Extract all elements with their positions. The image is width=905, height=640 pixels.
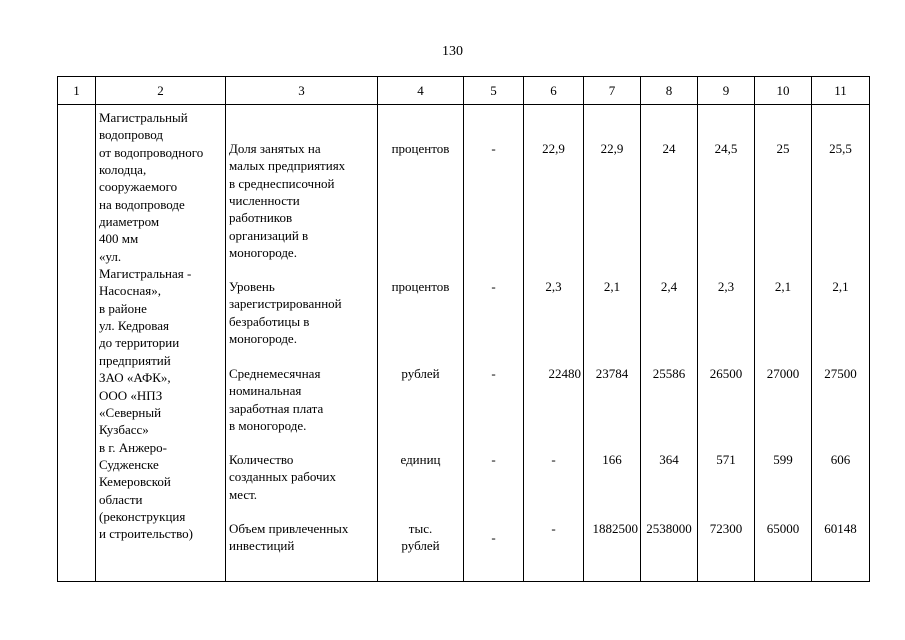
object-name-line: ул. Кедровая	[99, 318, 170, 334]
col5-cell	[464, 105, 524, 582]
indicator-name: Среднемесячная номинальная заработная плата в моногороде.	[229, 366, 324, 434]
value-cell: 364	[659, 452, 679, 467]
col5-value: -	[491, 141, 496, 156]
value-cell: 571	[716, 452, 736, 467]
value-cell: 65000	[766, 521, 800, 536]
column-header-4: 4	[378, 77, 464, 105]
object-name-line: Магистральная -	[99, 266, 192, 282]
value-cell: 2,4	[660, 279, 678, 294]
object-name-line: «Северный	[99, 404, 162, 420]
object-name-line: в районе	[99, 300, 147, 316]
object-name-line: ООО «НПЗ	[99, 387, 163, 403]
object-name-line: Насосная»,	[99, 283, 161, 299]
row-number-cell	[58, 105, 96, 582]
value-cell: 22,9	[542, 141, 565, 156]
col5-value: -	[491, 366, 496, 381]
value-cell: 72300	[709, 521, 743, 536]
object-name-line: в г. Анжеро-	[99, 439, 168, 455]
value-cell: 23784	[595, 366, 629, 381]
unit-label: единиц	[400, 452, 441, 467]
column-header-7: 7	[584, 77, 641, 105]
value-cell: 25,5	[829, 141, 852, 156]
column-header-1: 1	[58, 77, 96, 105]
value-cell: 1882500	[592, 521, 638, 536]
value-cell: 2,3	[545, 279, 562, 294]
object-name-line: области	[99, 491, 143, 507]
indicator-name: Уровень зарегистрированной безработицы в моногороде.	[229, 279, 342, 347]
column-header-2: 2	[96, 77, 226, 105]
value-cell: 606	[830, 452, 851, 467]
object-name-line: предприятий	[99, 352, 171, 368]
value-cell: 25	[776, 141, 790, 156]
value-cell: 24,5	[714, 141, 738, 156]
value-cell: 166	[602, 452, 622, 467]
unit-label: рублей	[401, 366, 440, 381]
column-header-6: 6	[524, 77, 584, 105]
object-name-line: колодца,	[99, 162, 147, 178]
unit-label: процентов	[391, 141, 450, 156]
column-header-10: 10	[755, 77, 812, 105]
col8-cell	[641, 105, 698, 582]
object-name-line: сооружаемого	[99, 179, 178, 195]
header-row	[58, 77, 870, 105]
object-name-line: на водопроводе	[99, 196, 185, 212]
col7-cell	[584, 105, 641, 582]
table-row	[58, 105, 870, 582]
object-name-line: Магистральный	[99, 110, 188, 125]
indicators-table	[57, 76, 870, 582]
object-name-line: диаметром	[99, 214, 160, 230]
value-cell: 22,9	[600, 141, 624, 156]
value-cell: 2,1	[774, 279, 792, 294]
column-header-8: 8	[641, 77, 698, 105]
col6-cell	[524, 105, 584, 582]
object-name-line: ЗАО «АФК»,	[99, 370, 171, 386]
col5-value: -	[491, 279, 496, 294]
column-header-11: 11	[812, 77, 870, 105]
value-cell: 25586	[652, 366, 686, 381]
object-name-line: «ул.	[99, 248, 122, 264]
col9-cell	[698, 105, 755, 582]
object-name-line: от водопроводного	[99, 144, 204, 160]
column-header-3: 3	[226, 77, 378, 105]
value-cell: 27000	[766, 366, 800, 381]
value-cell: 24	[662, 141, 676, 156]
col11-cell	[812, 105, 870, 582]
value-cell: 2,1	[603, 279, 621, 294]
col5-value: -	[491, 530, 496, 545]
units-cell	[378, 105, 464, 582]
indicator-name: Количество созданных рабочих мест.	[229, 452, 336, 502]
column-header-9: 9	[698, 77, 755, 105]
value-cell: 60148	[824, 521, 857, 536]
object-name-line: (реконструкция	[99, 508, 186, 524]
col10-cell	[755, 105, 812, 582]
object-name-line: Кузбасс»	[99, 422, 149, 438]
col5-value: -	[491, 452, 496, 467]
object-name-line: до территории	[99, 335, 180, 351]
unit-label: тыс. рублей	[401, 521, 440, 554]
indicator-name: Объем привлеченных инвестиций	[229, 521, 349, 554]
value-cell: 27500	[824, 366, 857, 381]
value-cell: 26500	[709, 366, 743, 381]
object-name-cell	[96, 105, 226, 582]
value-cell: 2,1	[832, 279, 849, 294]
page-number: 130	[442, 44, 463, 59]
object-name-line: водопровод	[99, 127, 164, 143]
column-header-5: 5	[464, 77, 524, 105]
value-cell: 2,3	[717, 279, 735, 294]
indicator-name: Доля занятых на малых предприятиях в среднесписочной численности работников организаций в моногороде.	[229, 141, 346, 261]
value-cell: -	[551, 452, 556, 467]
object-name-line: Судженске	[99, 456, 159, 472]
value-cell: 22480	[548, 366, 581, 381]
object-name-line: 400 мм	[99, 231, 139, 247]
value-cell: -	[551, 521, 556, 536]
indicator-names-cell	[226, 105, 378, 582]
object-name-line: Кемеровской	[99, 474, 171, 490]
value-cell: 599	[773, 452, 793, 467]
value-cell: 2538000	[646, 521, 692, 536]
unit-label: процентов	[391, 279, 450, 294]
object-name-line: и строительство)	[99, 526, 193, 542]
